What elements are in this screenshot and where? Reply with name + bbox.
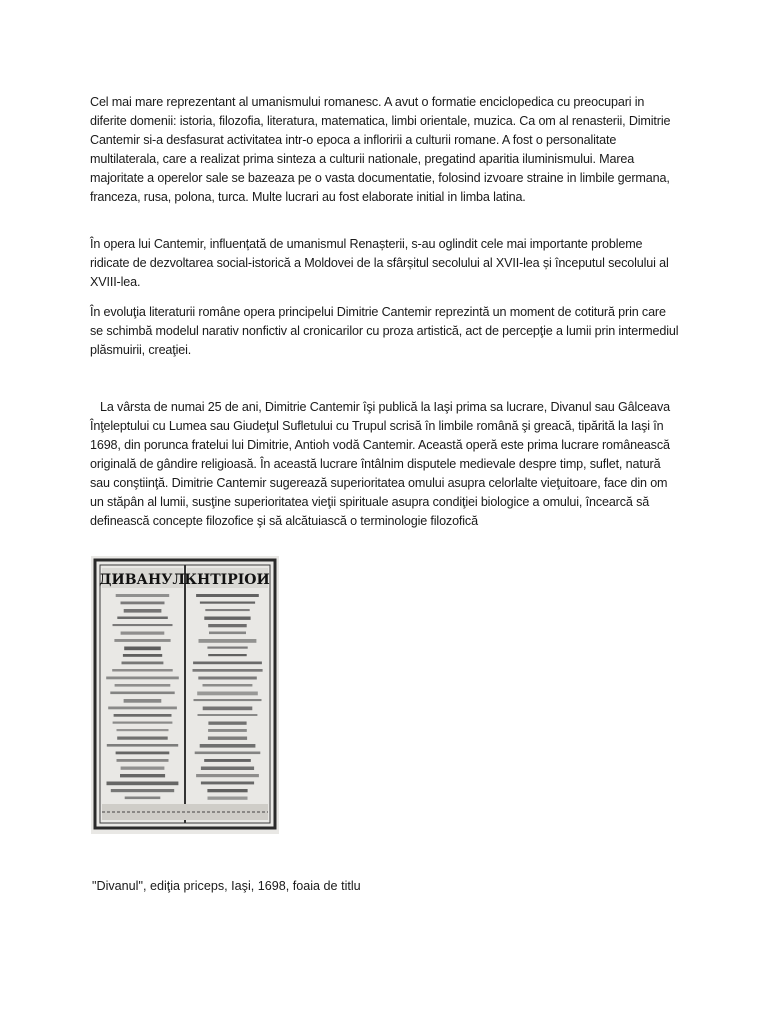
scan-text-line	[198, 677, 256, 680]
scan-text-line	[201, 782, 254, 785]
scan-text-line	[116, 594, 170, 597]
scan-text-line	[207, 647, 247, 649]
scan-text-line	[124, 699, 162, 703]
divanul-title-page-image	[91, 556, 279, 834]
scan-text-line	[198, 714, 258, 716]
scan-text-line	[114, 714, 172, 717]
scan-text-line	[209, 632, 246, 635]
scan-text-line	[208, 737, 247, 740]
scan-text-line	[117, 617, 168, 620]
scan-text-line	[208, 654, 247, 656]
figure-heading-right: КНТIРІОИ	[184, 572, 270, 588]
scan-text-line	[201, 767, 254, 771]
scan-text-line	[115, 684, 171, 687]
paragraph-renaissance: În opera lui Cantemir, influențată de umanismul Renașterii, s-au oglindit cele mai importante probleme ridicate de dezvoltarea social-istorică a Moldovei de la sfârșitul secolului al XVII-lea și începutul secolului al XVIII-lea.	[90, 237, 669, 289]
scan-text-line	[124, 647, 161, 651]
scan-text-line	[121, 632, 165, 635]
scan-text-line	[110, 692, 174, 695]
figure-heading-left: ДИВАНУЛ	[99, 572, 185, 588]
scan-text-line	[106, 677, 179, 680]
paragraph-divanul: La vârsta de numai 25 de ani, Dimitrie Cantemir îşi publică la Iaşi prima sa lucrare, Divanul sau Gâlceava Înţeleptului cu Lumea sau Giudeţul Sufletului cu Trupul scrisă în limbile română şi greacă, tipărită la Iaşi în 1698, din porunca fratelui lui Dimitrie, Antioh vodă Cantemir. Această operă este prima lucrare românească originală de gândire religioasă. În această lucrare întâlnim disputele medievale despre timp, suflet, natură sau conştiinţă. Dimitrie Cantemir sugerează superioritatea omului asupra celorlalte vieţuitoare, face din om un stăpân al lumii, susţine superioritatea vieţii spirituale asupra condiţiei biologice a omului, încearcă să definească concepte filozofice şi să alcătuiască o terminologie filozofică	[90, 400, 670, 528]
scan-text-line	[193, 669, 263, 672]
scan-text-line	[113, 722, 173, 724]
scan-text-line	[122, 662, 164, 665]
scan-text-line	[205, 609, 249, 611]
scan-text-line	[117, 737, 168, 740]
scan-text-line	[117, 729, 169, 731]
scan-text-line	[125, 797, 161, 800]
scan-text-line	[203, 684, 253, 687]
scan-text-line	[208, 722, 246, 725]
paragraph-intro: Cel mai mare reprezentant al umanismului romanesc. A avut o formatie enciclopedica cu preocupari in diferite domenii: istoria, filozofia, literatura, matematica, limbi orientale, muzica. Ca om al renasterii, Dimitrie Cantemir si-a desfasurat activitatea intr-o epoca a infloririi a culturii romane. A fost o personalitate multilaterala, care a realizat prima sinteza a culturii nationale, pregatind aparitia iluminismului. Marea majoritate a operelor sale se bazeaza pe o vasta documentatie, folosind izvoare straine in limbile germana, franceza, rusa, polona, turca. Multe lucrari au fost elaborate initial in limba latina.	[90, 95, 671, 204]
scan-text-line	[196, 594, 259, 597]
scan-text-line	[121, 602, 165, 605]
scan-text-line	[107, 744, 178, 747]
scan-text-line	[200, 744, 256, 748]
scan-text-line	[121, 767, 165, 770]
scan-text-line	[200, 602, 255, 604]
scan-text-line	[114, 639, 170, 642]
scan-text-line	[193, 662, 262, 665]
paragraph-literature: În evoluţia literaturii române opera principelui Dimitrie Cantemir reprezintă un moment de cotitură prin care se schimbă modelul narativ nonfictiv al cronicarilor cu proza artistică, act de percepţie a lumii prin intermediul plăsmuirii, creaţiei.	[90, 305, 679, 357]
scan-text-line	[208, 624, 247, 627]
scan-text-line	[197, 692, 258, 696]
scan-text-line	[196, 774, 259, 777]
scan-text-line	[194, 699, 262, 701]
scan-text-line	[203, 707, 253, 711]
scan-text-line	[108, 707, 177, 710]
scan-text-line	[124, 609, 162, 613]
scan-text-line	[116, 752, 170, 755]
scan-text-line	[117, 759, 169, 762]
scan-text-line	[123, 654, 162, 657]
scan-text-line	[199, 639, 257, 643]
scan-text-line	[204, 617, 250, 620]
scan-text-line	[111, 789, 174, 792]
scan-text-line	[208, 729, 247, 732]
scan-text-line	[120, 774, 165, 777]
scan-text-line	[107, 782, 179, 786]
scan-text-line	[113, 624, 173, 626]
scan-text-line	[207, 789, 247, 792]
scan-text-line	[208, 797, 248, 800]
scan-text-line	[204, 759, 251, 762]
scan-text-line	[112, 669, 173, 672]
figure-caption: "Divanul", ediţia priceps, Iaşi, 1698, foaia de titlu	[92, 879, 361, 893]
scan-text-line	[195, 752, 261, 755]
